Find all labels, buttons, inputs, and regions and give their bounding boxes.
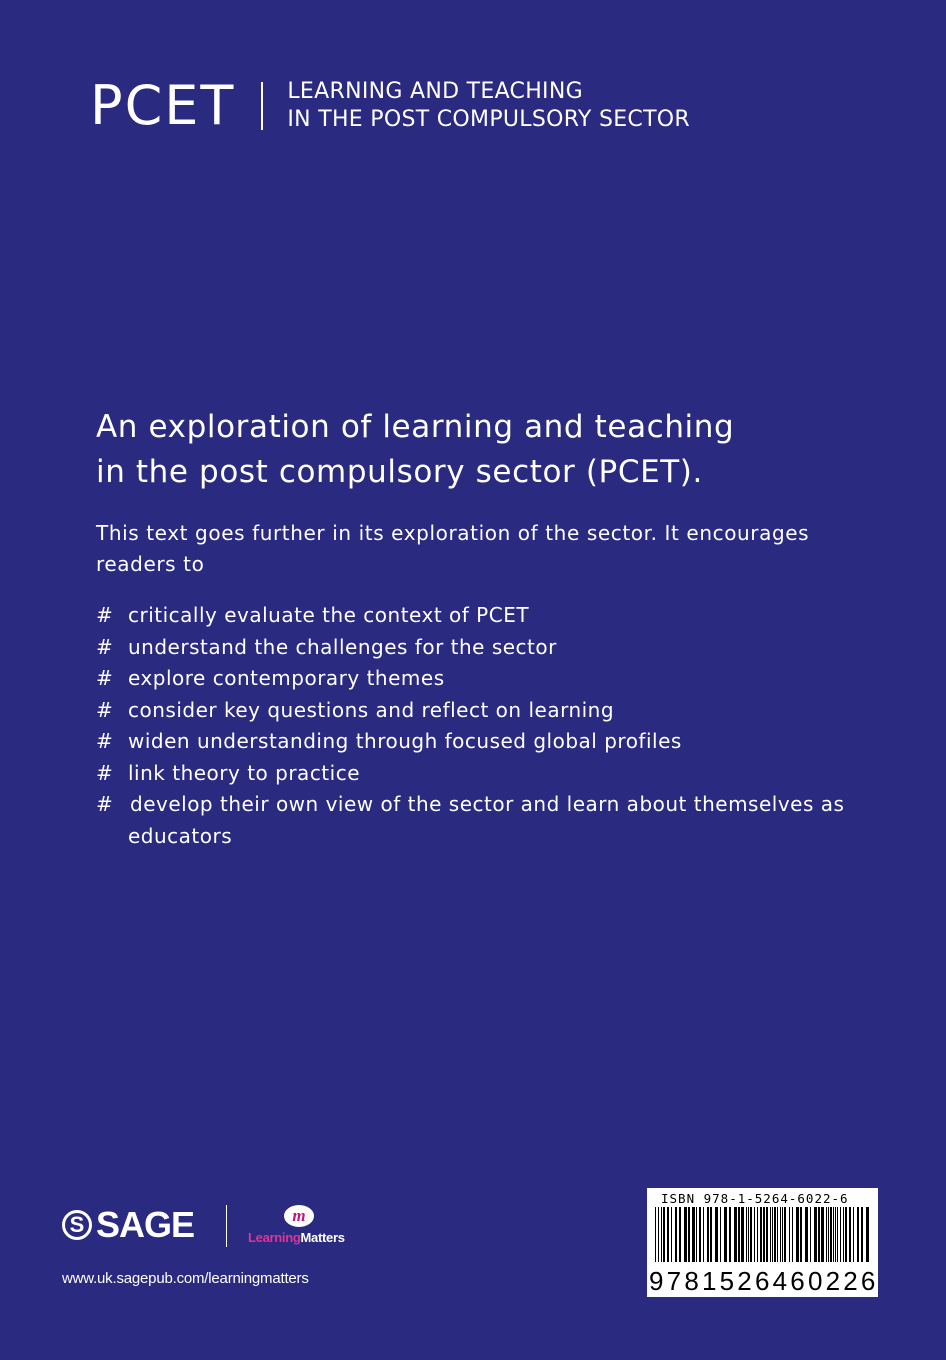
barcode-bar: [835, 1207, 836, 1262]
barcode-bar: [655, 1207, 656, 1262]
barcode-bar: [738, 1207, 740, 1262]
list-item: [96, 789, 856, 852]
lm-learning-text: Learning: [248, 1230, 301, 1245]
list-item: [96, 663, 856, 695]
barcode-bar: [800, 1207, 802, 1262]
header-divider: [261, 82, 263, 130]
series-title-line2: IN THE POST COMPULSORY SECTOR: [287, 107, 691, 132]
barcode-bar: [866, 1207, 869, 1262]
barcode-bar: [777, 1207, 778, 1262]
headline-line2: in the post compulsory sector (PCET).: [96, 454, 703, 490]
series-title: [287, 78, 690, 134]
sage-s-icon: S: [62, 1210, 92, 1240]
bullet-marker: #: [96, 697, 114, 722]
barcode-bar: [766, 1207, 768, 1262]
barcode-bar: [675, 1207, 677, 1262]
series-title-line1: LEARNING AND TEACHING: [287, 79, 583, 104]
barcode-bar: [828, 1207, 829, 1262]
bullet-text: develop their own view of the sector and learn about themselves as educators: [128, 792, 845, 848]
barcode-bar: [741, 1207, 744, 1262]
bullet-list: [96, 600, 856, 852]
barcode-bar: [760, 1207, 762, 1262]
barcode-bar: [661, 1207, 662, 1262]
bullet-text: critically evaluate the context of PCET: [128, 603, 530, 627]
list-item: [96, 600, 856, 632]
list-item: [96, 695, 856, 727]
barcode-bar: [763, 1207, 765, 1262]
barcode-bar: [843, 1207, 844, 1262]
logo-divider: [226, 1205, 227, 1247]
barcode-bar: [782, 1207, 783, 1262]
barcode-bar: [826, 1207, 827, 1262]
barcode-bar: [789, 1207, 790, 1262]
lm-matters-text: Matters: [300, 1230, 345, 1245]
barcode-bar: [845, 1207, 847, 1262]
barcode-bar: [810, 1207, 811, 1262]
barcode-bar: [774, 1207, 776, 1262]
barcode-bar: [792, 1207, 793, 1262]
barcode-bar: [857, 1207, 859, 1262]
barcode-bar: [724, 1207, 727, 1262]
sage-logo: [62, 1204, 194, 1246]
isbn-label: ISBN 978-1-5264-6022-6: [661, 1191, 849, 1206]
barcode-bars: [655, 1207, 870, 1262]
publisher-url: www.uk.sagepub.com/learningmatters: [62, 1270, 309, 1287]
barcode-bar: [837, 1207, 838, 1262]
headline: [96, 405, 896, 495]
barcode-bar: [821, 1207, 824, 1262]
barcode-bar: [729, 1207, 731, 1262]
bullet-marker: #: [96, 634, 114, 659]
bullet-text: explore contemporary themes: [128, 666, 445, 690]
barcode-bar: [696, 1207, 697, 1262]
barcode-bar: [720, 1207, 721, 1262]
barcode-bar: [754, 1207, 755, 1262]
barcode-bar: [796, 1207, 799, 1262]
barcode-bar: [750, 1207, 752, 1262]
barcode-bar: [692, 1207, 695, 1262]
isbn-barcode: [647, 1188, 878, 1297]
bullet-marker: #: [96, 760, 114, 785]
learning-matters-m-icon: m: [284, 1205, 314, 1227]
list-item: [96, 758, 856, 790]
barcode-bar: [780, 1207, 781, 1262]
series-brand: PCET: [90, 74, 236, 137]
barcode-bar: [746, 1207, 747, 1262]
sage-wordmark: SAGE: [96, 1204, 195, 1245]
barcode-bar: [715, 1207, 718, 1262]
barcode-bar: [849, 1207, 851, 1262]
barcode-bar: [671, 1207, 672, 1262]
barcode-bar: [833, 1207, 834, 1262]
list-item: [96, 726, 856, 758]
barcode-bar: [748, 1207, 749, 1262]
barcode-bar: [818, 1207, 820, 1262]
learning-matters-wordmark: [248, 1230, 345, 1245]
barcode-bar: [703, 1207, 704, 1262]
barcode-bar: [684, 1207, 687, 1262]
list-item: [96, 632, 856, 664]
learning-matters-logo: [248, 1205, 358, 1247]
barcode-bar: [699, 1207, 701, 1262]
barcode-bar: [853, 1207, 854, 1262]
barcode-bar: [757, 1207, 758, 1262]
barcode-bar: [770, 1207, 771, 1262]
barcode-bar: [734, 1207, 737, 1262]
bullet-text: understand the challenges for the sector: [128, 634, 557, 659]
barcode-bar: [830, 1207, 832, 1262]
barcode-bar: [861, 1207, 863, 1262]
barcode-bar: [814, 1207, 817, 1262]
bullet-text: link theory to practice: [128, 760, 361, 785]
barcode-bar: [688, 1207, 690, 1262]
barcode-bar: [707, 1207, 709, 1262]
intro-text: This text goes further in its exploration of the sector. It encourages readers to: [96, 521, 810, 576]
barcode-digits: 9781526460226: [649, 1266, 879, 1296]
barcode-bar: [805, 1207, 808, 1262]
series-header: [90, 74, 691, 137]
barcode-bar: [772, 1207, 773, 1262]
bullet-marker: #: [96, 729, 114, 753]
bullet-text: widen understanding through focused global profiles: [128, 729, 682, 753]
barcode-bar: [658, 1207, 659, 1262]
bullet-marker: #: [96, 792, 114, 816]
barcode-bar: [663, 1207, 665, 1262]
barcode-bar: [710, 1207, 712, 1262]
bullet-marker: #: [96, 666, 114, 690]
headline-line1: An exploration of learning and teaching: [96, 409, 735, 445]
barcode-bar: [840, 1207, 841, 1262]
bullet-marker: #: [96, 603, 114, 627]
bullet-text: consider key questions and reflect on learning: [128, 697, 615, 722]
barcode-bar: [784, 1207, 786, 1262]
barcode-bar: [679, 1207, 681, 1262]
barcode-bar: [667, 1207, 669, 1262]
